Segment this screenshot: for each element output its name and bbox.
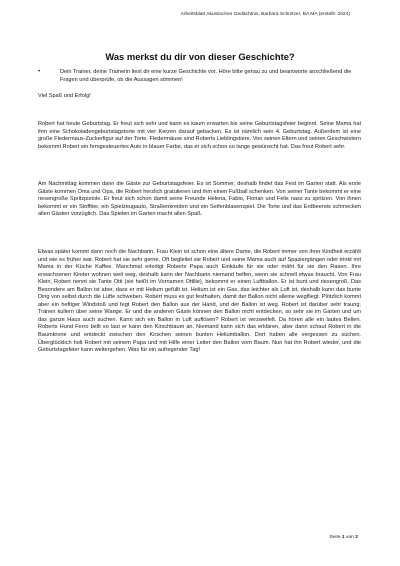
bullet-icon: • bbox=[38, 69, 41, 75]
page-number-current: 1 bbox=[341, 535, 345, 540]
page-number bbox=[329, 535, 358, 540]
page-number-separator: von bbox=[346, 535, 354, 540]
story-paragraph-1: Robert hat heute Geburtstag. Er freut sich sehr und kann es kaum erwarten bis seine Geburtstagsfeier beginnt. Seine Mama hat ihm eine Schokoladengeburtstagstorte mit vier Kerzen darauf gebacken. Es ist nämlich sein 4. Geburtstag. Außerdem ist eine große Fledermaus-Zuckerfigur auf der Torte. Fledermäuse sind Roberts Lieblingstiere. Von seinen Eltern und seinen Geschwistern bekommt Robert ein ferngesteuertes Auto in blauer Farbe, das er sich schon so lange gewünscht hat. Das freut Robert sehr. bbox=[38, 121, 361, 150]
story-paragraph-3: Etwas später kommt dann noch die Nachbarin. Frau Klein ist schon eine ältere Dame, die Robert immer von ihrer Kindheit erzählt und wie es früher war. Robert hat sie sehr gerne. Oft begleitet sie Robert und seine Mama auch auf Spaziergängen oder trinkt mit Mama in der Küche Kaffee. Manchmal erledigt Roberts Papa auch Einkäufe für sie oder mäht für sie den Rasen. Ihre erwachsenen Kinder wohnen weit weg, deshalb kann der Nachbarin niemand helfen, wenn sie schnell etwas braucht. Von Frau Klein, Robert nennt sie Tante Otti (sie heißt im Vornamen Ottilie), bekommt er einen Luftballon. Er ist bunt und riesengroß. Das Besondere am Ballon ist aber, dass er mit Helium gefüllt ist. Helium ist ein Gas, das leichter als Luft ist, deshalb kann das bunte Ding von selbst durch die Lüfte schweben. Robert muss es gut festhalten, damit der Ballon nicht alleine wegfliegt. Plötzlich kommt aber ein heftiger Windstoß und fegt Robert den Ballon aus der Hand, und der Ballon ist weg. Robert ist darüber sehr traurig. Tränen kullern über seine Wange. Er und die anderen Gäste können den Ballon nicht entdecken, so sehr sie im Garten und um das ganze Haus auch suchen. Kann sich ein Ballon in Luft auflösen? Robert ist verzweifelt. Da hören alle ein lautes Bellen. Roberts Hund Ferro bellt so laut er kann den Kirschbaum an. Niemand kann sich das erklären, aber dann schaut Robert in die Baumkrone und entdeckt zwischen den Kirschen seinen bunten Heliumballon. Dort haben alle vergessen zu suchen. Überglücklich holt Robert mit seinem Papa und mit Hilfe einer Leiter den Ballon vom Baum. Nun hat ihn Robert wieder, und die Geburtstagsfeier kann weitergehen. Was für ein aufregender Tag! bbox=[38, 249, 361, 354]
instruction-text: Dein Trainer, deine Trainerin liest dir eine kurze Geschichte vor. Höre bitte genau zu und beantworte anschließend die Fragen und überprüfe, ob die Aussagen stimmen! bbox=[60, 69, 352, 83]
page-number-prefix: Seite bbox=[329, 535, 341, 540]
page-number-total: 2 bbox=[355, 535, 358, 540]
story-paragraph-2: Am Nachmittag kommen dann die Gäste zur Geburtstagsfeier. Es ist Sommer, deshalb findet das Fest im Garten statt. Als erste Gäste kommen Oma und Opa, die Robert herzlich gratulieren und ihm einen Fußball schenken. Von seiner Tante bekommt er eine riesengroße Spritzpistole. Er freut sich schon damit seine Freunde Helena, Fabio, Florian und Felix nass zu spritzen. Von ihnen bekommt er ein Stofftier, ein Spielzeugauto, Straßenkreiden und ein Seifenblasenspiel. Die Torte und das Erdbeereis schmecken allen Gästen vorzüglich. Das Spielen im Garten macht allen Spaß. bbox=[38, 181, 361, 218]
greeting-text: Viel Spaß und Erfolg! bbox=[38, 93, 91, 99]
instruction-bullet bbox=[38, 69, 358, 84]
page-title: Was merkst du dir von dieser Geschichte? bbox=[105, 51, 295, 62]
page-header: Arbeitsblatt Akustisches Gedächtnis, Barbara Schnitzer, BA MA (erstellt: 2024) bbox=[180, 12, 350, 17]
